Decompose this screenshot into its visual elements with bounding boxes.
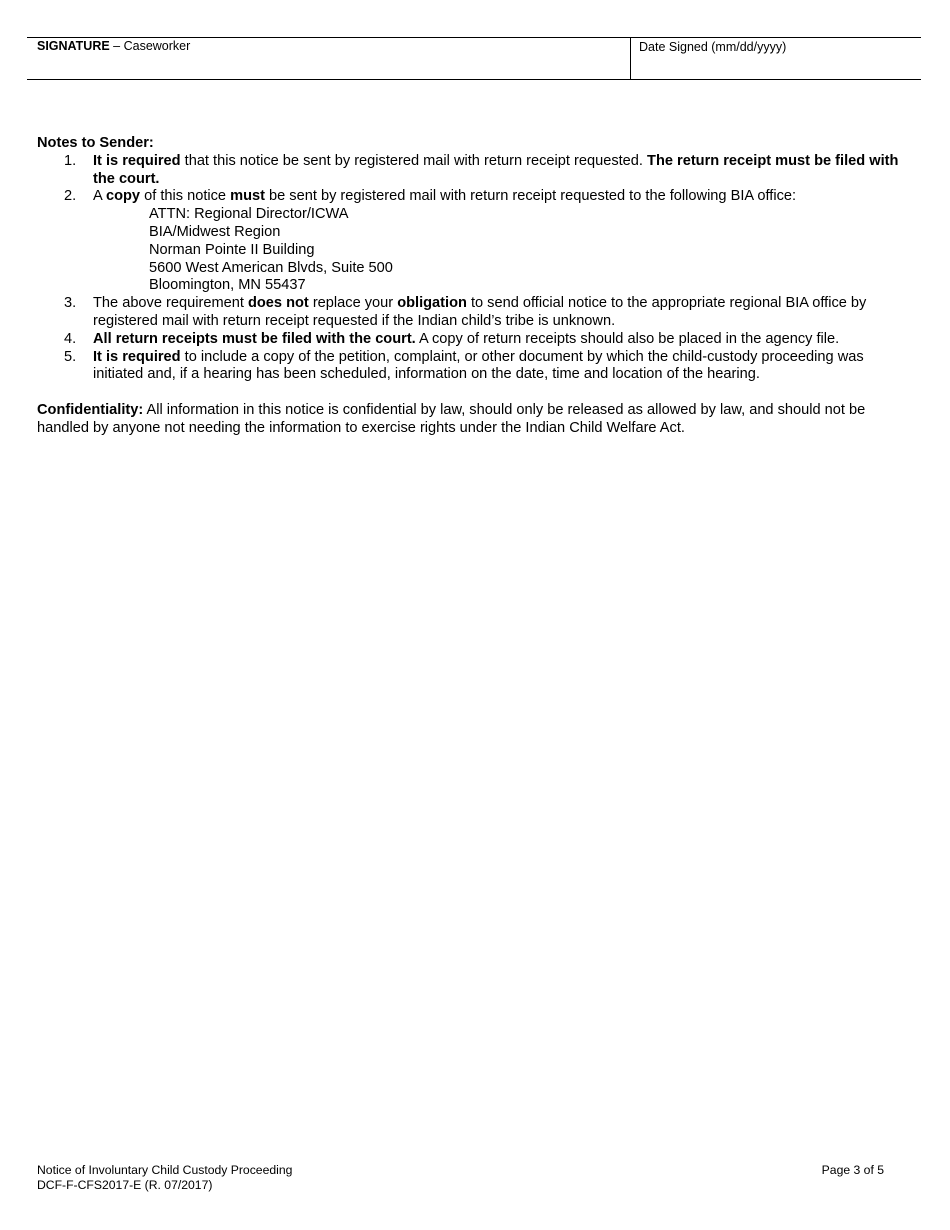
note-bold: It is required <box>93 152 181 169</box>
note-text: The above requirement <box>93 295 248 312</box>
note-text: of this notice <box>140 188 231 205</box>
confidentiality-text: All information in this notice is confidential by law, should only be released as allowed by law, and should not be handled by anyone not needing the information to exercise rights under the Indian Child Welfare Act. <box>37 402 866 436</box>
confidentiality-notice <box>37 402 917 438</box>
note-bold: The return receipt must be filed with the court. <box>93 152 899 187</box>
address-line: Bloomington, MN 55437 <box>149 277 306 294</box>
notes-title: Notes to Sender: <box>37 135 154 151</box>
note-number: 5. <box>64 348 77 365</box>
note-bold: obligation <box>397 295 467 312</box>
note-number: 3. <box>64 295 77 312</box>
notes-to-sender <box>37 135 917 384</box>
note-text: replace your <box>308 295 398 312</box>
note-text: be sent by registered mail with return receipt requested to the following BIA office: <box>264 188 797 205</box>
footer-form-number: DCF-F-CFS2017-E (R. 07/2017) <box>37 1177 213 1192</box>
note-text: that this notice be sent by registered mail with return receipt requested. <box>180 152 648 169</box>
address-line: 5600 West American Blvds, Suite 500 <box>149 259 393 276</box>
footer-page-number: Page 3 of 5 <box>821 1163 884 1177</box>
note-item-1 <box>37 153 917 189</box>
note-item-5 <box>37 349 917 385</box>
note-item-2 <box>37 188 917 295</box>
date-signed-label: Date Signed (mm/dd/yyyy) <box>639 40 787 54</box>
note-number: 1. <box>64 152 77 169</box>
footer-form-info <box>37 1163 292 1192</box>
note-bold: must <box>230 188 265 205</box>
note-item-4 <box>37 331 917 349</box>
signature-label-rest: – Caseworker <box>109 39 191 53</box>
footer-form-title: Notice of Involuntary Child Custody Proceeding <box>37 1163 293 1177</box>
note-bold: does not <box>247 295 309 312</box>
address-line: Norman Pointe II Building <box>149 241 315 258</box>
signature-table <box>27 37 921 80</box>
note-bold: copy <box>105 188 141 205</box>
note-text: A <box>93 188 106 205</box>
note-text: to include a copy of the petition, complaint, or other document by which the child-custody proceeding was initiated and, if a hearing has been scheduled, information on the date, time and location of the hearing. <box>93 348 864 383</box>
confidentiality-label: Confidentiality: <box>37 402 144 418</box>
note-number: 4. <box>64 330 77 347</box>
note-bold: All return receipts must be filed with the court. <box>93 330 416 347</box>
note-number: 2. <box>64 188 77 205</box>
note-bold: It is required <box>93 348 181 365</box>
signature-label-bold: SIGNATURE <box>37 39 110 53</box>
address-line: BIA/Midwest Region <box>149 223 281 240</box>
bia-address <box>93 206 917 295</box>
note-text: to send official notice to the appropriate regional BIA office by registered mail with return receipt requested if the Indian child’s tribe is unknown. <box>93 295 867 329</box>
signature-field[interactable] <box>27 38 630 79</box>
note-text: A copy of return receipts should also be placed in the agency file. <box>415 330 840 347</box>
signature-label <box>37 39 190 53</box>
note-item-3 <box>37 295 917 331</box>
date-signed-field[interactable] <box>630 38 921 79</box>
address-line: ATTN: Regional Director/ICWA <box>149 206 349 223</box>
notes-list <box>37 153 917 384</box>
